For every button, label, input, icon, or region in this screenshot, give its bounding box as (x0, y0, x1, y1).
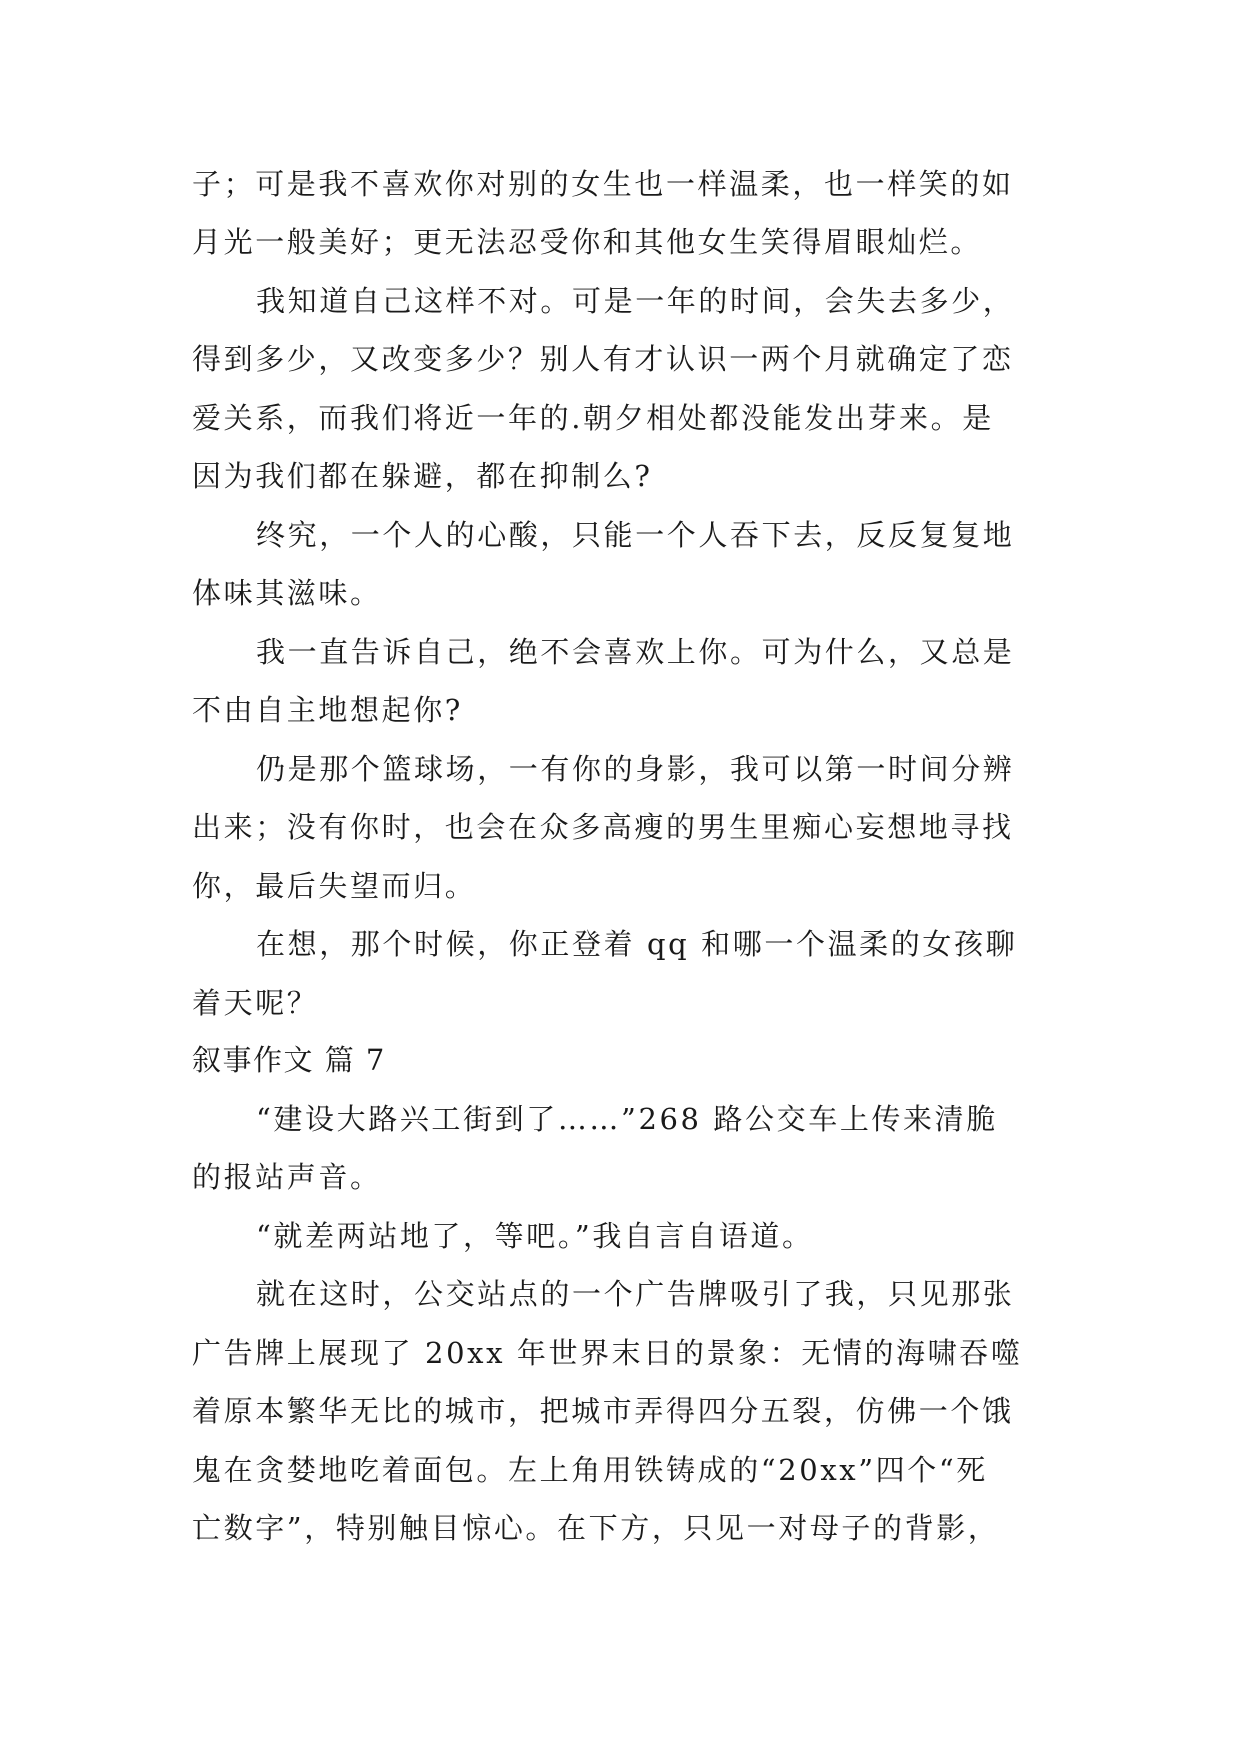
text-line: 亡数字”，特别触目惊心。在下方，只见一对母子的背影， (192, 1511, 1000, 1545)
text-line: 着天呢？ (192, 986, 319, 1020)
text-line: 着原本繁华无比的城市，把城市弄得四分五裂，仿佛一个饿 (192, 1394, 1014, 1428)
text-line: 出来；没有你时，也会在众多高瘦的男生里痴心妄想地寻找 (192, 810, 1014, 844)
text-line: 不由自主地想起你? (192, 693, 463, 727)
section-heading: 叙事作文 篇 7 (192, 1043, 386, 1077)
text-line: 月光一般美好；更无法忍受你和其他女生笑得眉眼灿烂。 (192, 225, 983, 259)
paragraph-first-line: “就差两站地了，等吧。”我自言自语道。 (256, 1219, 814, 1253)
paragraph-first-line: 终究，一个人的心酸，只能一个人吞下去，反反复复地 (256, 518, 1015, 552)
text-line: 爱关系，而我们将近一年的.朝夕相处都没能发出芽来。是 (192, 401, 994, 435)
text-line: 子；可是我不喜欢你对别的女生也一样温柔，也一样笑的如 (192, 167, 1014, 201)
text-line: 体味其滋味。 (192, 576, 382, 610)
text-line: 你，最后失望而归。 (192, 869, 477, 903)
paragraph-first-line: 我知道自己这样不对。可是一年的时间，会失去多少， (256, 284, 1015, 318)
paragraph-first-line: 就在这时，公交站点的一个广告牌吸引了我，只见那张 (256, 1277, 1015, 1311)
text-line: 得到多少，又改变多少？别人有才认识一两个月就确定了恋 (192, 342, 1014, 376)
text-line: 鬼在贪婪地吃着面包。左上角用铁铸成的“20xx”四个“死 (192, 1453, 988, 1487)
text-line: 广告牌上展现了 20xx 年世界末日的景象：无情的海啸吞噬 (192, 1336, 1023, 1370)
paragraph-first-line: 仍是那个篮球场，一有你的身影，我可以第一时间分辨 (256, 752, 1015, 786)
paragraph-first-line: “建设大路兴工街到了……”268 路公交车上传来清脆 (256, 1102, 998, 1136)
paragraph-first-line: 我一直告诉自己，绝不会喜欢上你。可为什么，又总是 (256, 635, 1015, 669)
text-line: 的报站声音。 (192, 1160, 382, 1194)
text-line: 因为我们都在躲避，都在抑制么? (192, 459, 653, 493)
paragraph-first-line: 在想，那个时候，你正登着 qq 和哪一个温柔的女孩聊 (256, 927, 1018, 961)
